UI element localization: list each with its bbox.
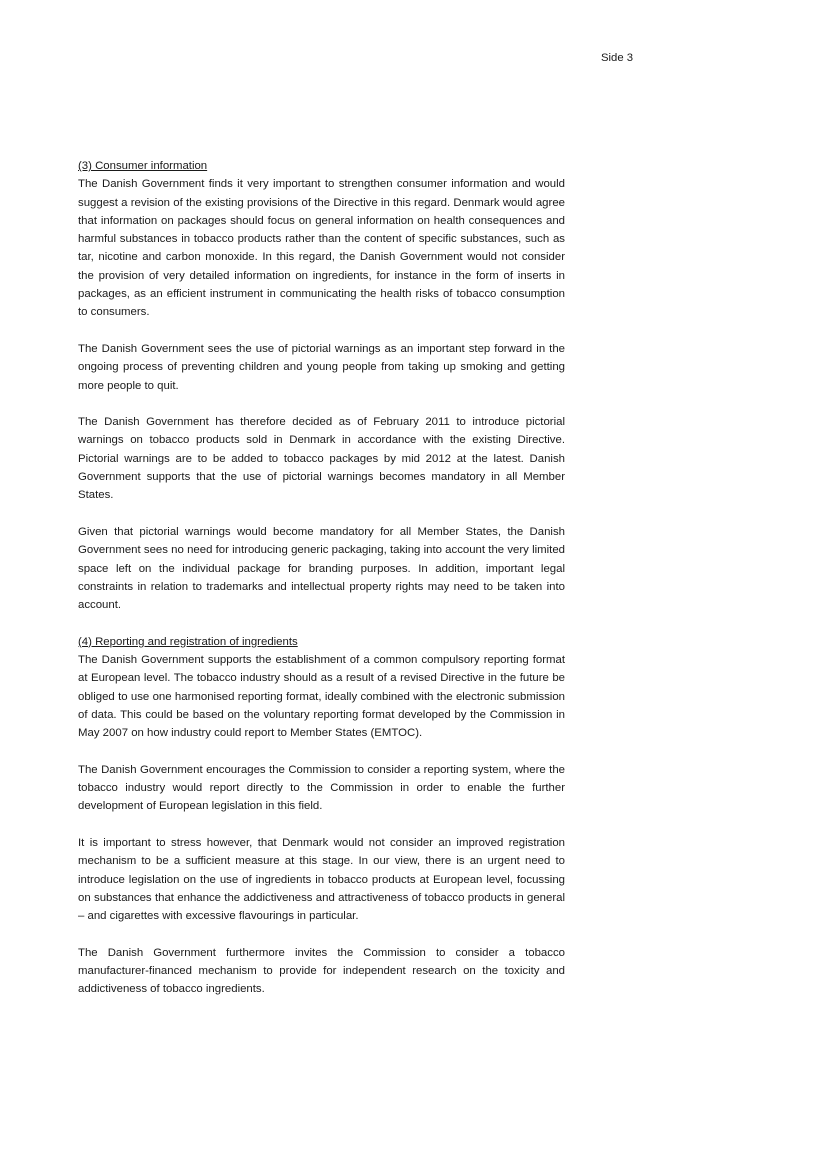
paragraph-consumer-information-1: The Danish Government finds it very important to strengthen consumer information and would suggest a revision of the existing provisions of the Directive in this regard. Denmark would agree that information on packages should focus on general information on health consequences and harmful substances in tobacco products rather than the content of specific substances, such as tar, nicotine and carbon monoxide. In this regard, the Danish Government would not consider the provision of very detailed information on ingredients, for instance in the form of inserts in packages, as an efficient instrument in communicating the health risks of tobacco consumption to consumers. bbox=[78, 178, 565, 319]
paragraph-pictorial-warnings-decision: The Danish Government has therefore decided as of February 2011 to introduce pictorial warnings on tobacco products sold in Denmark in accordance with the existing Directive. Pictorial warnings are to be added to tobacco packages by mid 2012 at the latest. Danish Government supports that the use of pictorial warnings becomes mandatory in all Member States. bbox=[78, 416, 565, 502]
paragraph-generic-packaging: Given that pictorial warnings would become mandatory for all Member States, the Danish Government sees no need for introducing generic packaging, taking into account the very limited space left on the individual package for branding purposes. In addition, important legal constraints in relation to trademarks and intellectual property rights may need to be taken into account. bbox=[78, 525, 565, 612]
paragraph-independent-research: The Danish Government furthermore invites the Commission to consider a tobacco manufacturer-financed mechanism to provide for independent research on the toxicity and addictiveness of tobacco ingredients. bbox=[78, 946, 565, 996]
section-heading-reporting-registration: (4) Reporting and registration of ingredients bbox=[78, 635, 298, 648]
section-heading-consumer-information: (3) Consumer information bbox=[78, 160, 208, 172]
page-number: Side 3 bbox=[601, 52, 634, 64]
paragraph-registration-mechanism: It is important to stress however, that Denmark would not consider an improved registration mechanism to be a sufficient measure at this stage. In our view, there is an urgent need to introduce legislation on the use of ingredients in tobacco products at European level, focussing on substances that enhance the addictiveness and attractiveness of tobacco products in general – and cigarettes with excessive flavourings in particular. bbox=[78, 836, 565, 923]
paragraph-reporting-system: The Danish Government encourages the Commission to consider a reporting system, where the tobacco industry would report directly to the Commission in order to enable the further development of European legislation in this field. bbox=[78, 763, 565, 813]
paragraph-reporting-format: The Danish Government supports the establishment of a common compulsory reporting format at European level. The tobacco industry should as a result of a revised Directive in the future be obliged to use one harmonised reporting format, ideally combined with the electronic submission of data. This could be based on the voluntary reporting format developed by the Commission in May 2007 on how industry could report to Member States (EMTOC). bbox=[78, 654, 565, 740]
document-body bbox=[78, 157, 565, 1017]
paragraph-pictorial-warnings-importance: The Danish Government sees the use of pictorial warnings as an important step forward in the ongoing process of preventing children and young people from taking up smoking and getting more people to quit. bbox=[78, 342, 565, 392]
